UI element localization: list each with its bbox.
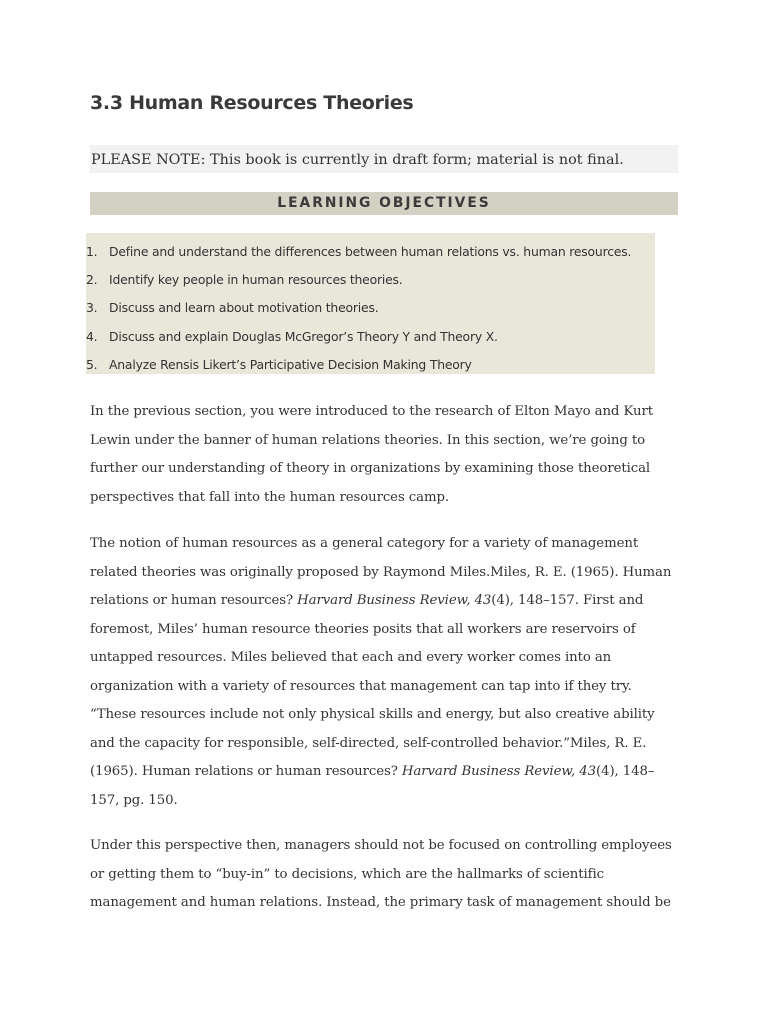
text-line: [90, 484, 690, 513]
text-line: [90, 673, 690, 702]
citation-italic: Harvard Business Review, 43: [401, 764, 597, 779]
text-run: organization with a variety of resources that management can tap into if they try.: [90, 678, 632, 694]
text-run: 157, pg. 150.: [90, 792, 178, 808]
objective-text: Discuss and explain Douglas McGregor’s Theory Y and Theory X.: [109, 329, 498, 344]
draft-notice: PLEASE NOTE: This book is currently in draft form; material is not final.: [90, 145, 678, 173]
text-run: relations or human resources?: [90, 593, 298, 608]
text-run: In the previous section, you were introduced to the research of Elton Mayo and Kurt: [90, 404, 653, 419]
text-run: related theories was originally proposed by Raymond Miles.Miles, R. E. (1965). Human: [90, 564, 672, 580]
text-line: [90, 398, 690, 427]
text-line: [90, 559, 690, 588]
text-line: [90, 861, 690, 890]
text-line: [90, 832, 690, 861]
text-line: [90, 616, 690, 645]
text-run: The notion of human resources as a general category for a variety of management: [90, 536, 639, 551]
text-line: [90, 730, 690, 759]
citation-italic: Harvard Business Review, 43: [297, 593, 492, 608]
text-run: perspectives that fall into the human resources camp.: [90, 489, 450, 505]
text-run: Lewin under the banner of human relations theories. In this section, we’re going to: [90, 432, 646, 448]
text-line: [90, 530, 690, 559]
text-line: [90, 455, 690, 484]
objective-number: 4.: [86, 329, 98, 344]
text-line: [90, 644, 690, 673]
objective-text: Identify key people in human resources theories.: [109, 272, 403, 287]
text-run: foremost, Miles’ human resource theories posits that all workers are reservoirs of: [90, 621, 636, 637]
text-line: [90, 758, 690, 787]
objective-number: 2.: [86, 272, 98, 287]
objective-number: 1.: [86, 244, 98, 259]
text-run: management and human relations. Instead, the primary task of management should be: [90, 895, 671, 910]
learning-objectives-heading: LEARNING OBJECTIVES: [90, 192, 678, 215]
text-run: (4), 148–157. First and: [491, 593, 644, 608]
body-paragraph: [90, 530, 690, 815]
text-line: [90, 587, 690, 616]
objective-text: Analyze Rensis Likert’s Participative Decision Making Theory: [109, 357, 472, 372]
objective-number: 5.: [86, 357, 98, 372]
text-run: and the capacity for responsible, self-directed, self-controlled behavior.”Miles, R. E.: [90, 735, 647, 751]
text-line: [90, 427, 690, 456]
objective-number: 3.: [86, 300, 98, 315]
learning-objectives-box: [86, 233, 655, 374]
text-line: [90, 889, 690, 918]
page-title: 3.3 Human Resources Theories: [90, 92, 414, 114]
text-run: Under this perspective then, managers should not be focused on controlling employees: [90, 838, 672, 853]
body-paragraph: [90, 832, 690, 918]
text-run: (4), 148–: [596, 764, 655, 779]
body-paragraph: [90, 398, 690, 512]
text-run: or getting them to “buy-in” to decisions, which are the hallmarks of scientific: [90, 866, 604, 882]
text-line: [90, 787, 690, 816]
objective-text: Define and understand the differences between human relations vs. human resources.: [109, 244, 632, 259]
objective-text: Discuss and learn about motivation theories.: [109, 300, 379, 315]
text-line: [90, 701, 690, 730]
text-run: further our understanding of theory in organizations by examining those theoretical: [90, 461, 651, 476]
text-run: untapped resources. Miles believed that each and every worker comes into an: [90, 650, 612, 665]
text-run: (1965). Human relations or human resources?: [90, 764, 402, 779]
text-run: “These resources include not only physical skills and energy, but also creative ability: [90, 707, 655, 722]
